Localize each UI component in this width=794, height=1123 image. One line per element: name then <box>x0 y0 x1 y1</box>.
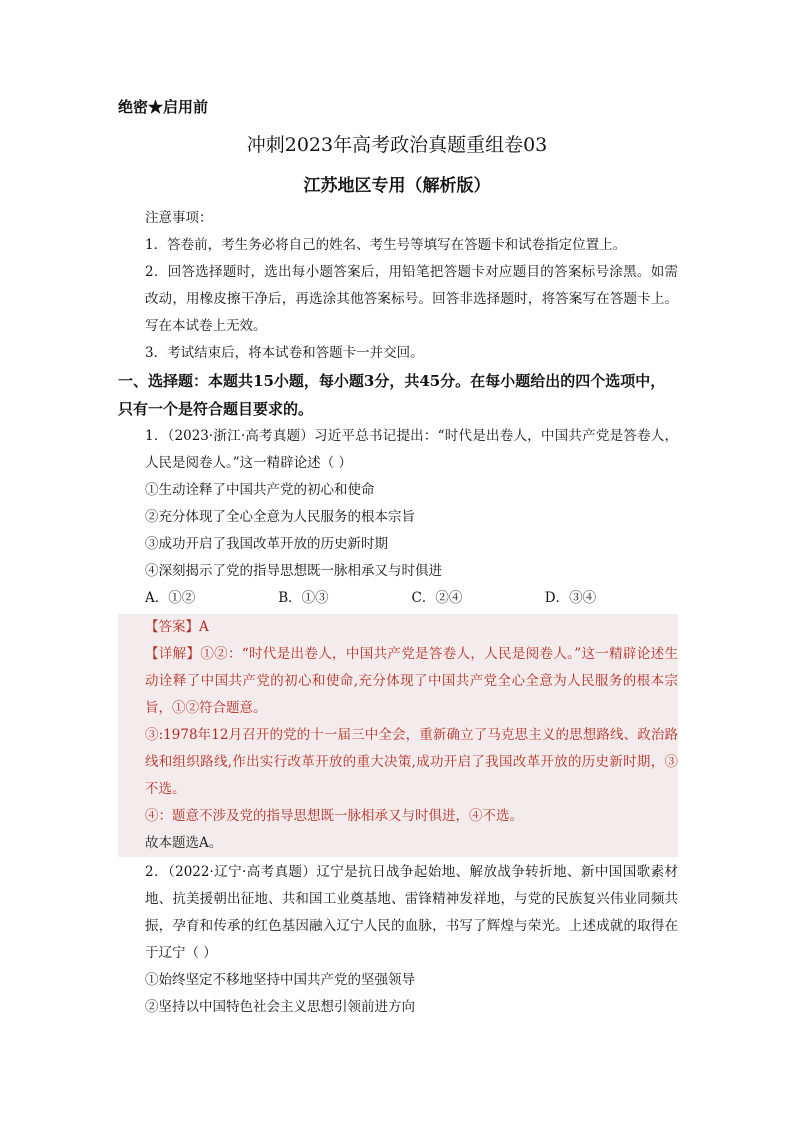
question-1-statement-3: ③成功开启了我国改革开放的历史新时期 <box>145 536 388 552</box>
option-d: D．③④ <box>544 590 597 606</box>
question-1-stem: 1．（2023·浙江·高考真题）习近平总书记提出：“时代是出卷人，中国共产党是答卷人，人民是阅卷人。”这一精辟论述（ ） <box>145 428 678 471</box>
detail-paragraph-1: 【详解】①②：“时代是出卷人，中国共产党是答卷人，人民是阅卷人。”这一精辟论述生动诠释了中国共产党的初心和使命,充分体现了中国共产党全心全意为人民服务的根本宗旨，①②符合题意。 <box>145 646 678 716</box>
question-1-options <box>118 585 678 612</box>
section-heading: 一、选择题：本题共15小题，每小题3分，共45分。在每小题给出的四个选项中，只有一个是符合题目要求的。 <box>118 372 666 418</box>
question-1-statement-1: ①生动诠释了中国共产党的初心和使命 <box>145 482 375 498</box>
question-1-statement-2: ②充分体现了全心全意为人民服务的根本宗旨 <box>145 509 415 525</box>
question-2-statement-1: ①始终坚定不移地坚持中国共产党的坚强领导 <box>145 972 415 988</box>
option-b: B．①③ <box>278 590 329 606</box>
question-2-statement-2: ②坚持以中国特色社会主义思想引领前进方向 <box>145 999 415 1015</box>
answer-box <box>118 614 678 857</box>
page-title: 冲刺2023年高考政治真题重组卷03 <box>246 134 548 156</box>
question-2-stem: 2．（2022·辽宁·高考真题）辽宁是抗日战争起始地、解放战争转折地、新中国国歌素材地、抗美援朝出征地、共和国工业奠基地、雷锋精神发祥地，与党的民族复兴伟业同频共振，孕育和传承的红色基因融入辽宁人民的血脉，书写了辉煌与荣光。上述成就的取得在于辽宁（ ） <box>145 864 678 961</box>
detail-paragraph-3: ④：题意不涉及党的指导思想既一脉相承又与时俱进，④不选。 <box>145 808 523 824</box>
notice-item-1: 1．答卷前，考生务必将自己的姓名、考生号等填写在答题卡和试卷指定位置上。 <box>145 237 627 253</box>
notice-item-3: 3．考试结束后，将本试卷和答题卡一并交回。 <box>145 345 424 361</box>
notice-heading: 注意事项： <box>145 210 213 226</box>
confidential-mark: 绝密★启用前 <box>118 98 209 116</box>
notice-item-2: 2．回答选择题时，选出每小题答案后，用铅笔把答题卡对应题目的答案标号涂黑。如需改动，用橡皮擦干净后，再选涂其他答案标号。回答非选择题时，将答案写在答题卡上。写在本试卷上无效。 <box>145 264 678 334</box>
page-subtitle: 江苏地区专用（解析版） <box>303 176 491 196</box>
exam-content <box>118 205 678 1021</box>
option-c: C．②④ <box>411 590 463 606</box>
detail-paragraph-2: ③:1978年12月召开的党的十一届三中全会，重新确立了马克思主义的思想路线、政治路线和组织路线,作出实行改革开放的重大决策,成功开启了我国改革开放的历史新时期，③不选。 <box>145 727 678 797</box>
conclusion-line: 故本题选A。 <box>145 835 223 851</box>
question-1-statement-4: ④深刻揭示了党的指导思想既一脉相承又与时俱进 <box>145 563 442 579</box>
answer-line: 【答案】A <box>145 619 209 635</box>
option-a: A．①② <box>145 590 196 606</box>
